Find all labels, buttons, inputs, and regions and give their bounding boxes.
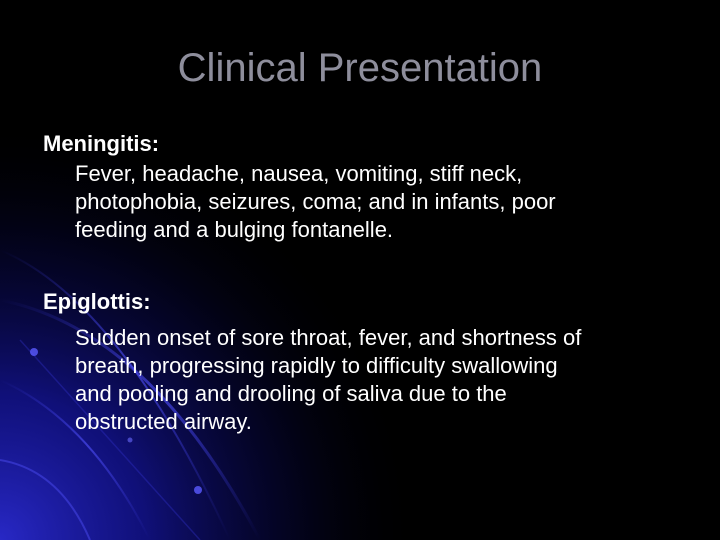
epiglottis-heading: Epiglottis: — [43, 289, 151, 314]
body-line: and pooling and drooling of saliva due to the — [75, 381, 507, 406]
body-line: Fever, headache, nausea, vomiting, stiff neck, — [75, 161, 523, 186]
body-line: obstructed airway. — [75, 409, 252, 434]
meningitis-body — [75, 160, 695, 244]
glow-dot — [30, 348, 38, 356]
slide-title: Clinical Presentation — [177, 46, 543, 90]
meningitis-heading: Meningitis: — [43, 131, 160, 156]
body-line: breath, progressing rapidly to difficulty swallowing — [75, 353, 558, 378]
glow-dot — [128, 438, 133, 443]
glow-dot — [194, 486, 202, 494]
body-line: Sudden onset of sore throat, fever, and shortness of — [75, 325, 582, 350]
epiglottis-body — [75, 324, 695, 436]
body-line: feeding and a bulging fontanelle. — [75, 217, 394, 242]
body-line: photophobia, seizures, coma; and in infants, poor — [75, 189, 556, 214]
